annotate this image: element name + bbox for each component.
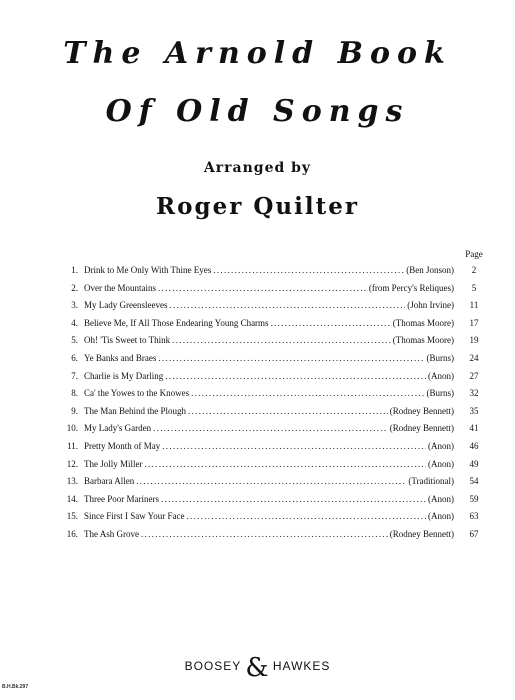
song-number: 14.	[66, 493, 78, 504]
toc-row	[0, 492, 515, 506]
song-title: Since First I Saw Your Face	[84, 511, 185, 522]
song-number: 6.	[71, 353, 78, 363]
dot-leader	[188, 404, 388, 418]
song-title: Pretty Month of May	[84, 441, 161, 451]
song-number: 12.	[66, 458, 78, 469]
song-source: (Anon)	[428, 370, 454, 381]
song-number: 1.	[71, 265, 78, 275]
dot-leader	[141, 527, 388, 541]
publisher-logo	[0, 653, 515, 683]
song-title: Ca' the Yowes to the Knowes	[84, 388, 190, 399]
toc-row	[0, 404, 515, 418]
song-number: 3.	[71, 300, 78, 311]
song-number: 4.	[71, 317, 78, 328]
song-page: 59	[469, 493, 479, 504]
toc-row	[0, 281, 515, 295]
song-source: (Thomas Moore)	[392, 335, 454, 346]
toc-row	[0, 263, 515, 277]
song-source: (Burns)	[426, 353, 454, 363]
dot-leader	[162, 439, 426, 453]
song-page: 63	[469, 511, 479, 522]
song-page: 67	[469, 529, 479, 539]
dot-leader	[136, 474, 406, 488]
dot-leader	[271, 316, 391, 330]
toc-row	[0, 298, 515, 312]
song-title: Oh! 'Tis Sweet to Think	[84, 335, 171, 346]
song-source: (Anon)	[428, 441, 454, 451]
publisher-name-right: HAWKES	[272, 659, 331, 673]
toc-row	[0, 386, 515, 400]
song-title: Barbara Allen	[84, 476, 135, 487]
dot-leader	[187, 509, 427, 523]
song-source: (Anon)	[428, 458, 454, 469]
book-title-line-1: The Arnold Book	[63, 36, 452, 71]
toc-row	[0, 333, 515, 347]
song-page: 17	[469, 317, 479, 328]
arranged-by-label: Arranged by	[203, 160, 312, 176]
song-number: 15.	[66, 511, 78, 522]
dot-leader	[153, 421, 388, 435]
song-number: 8.	[71, 388, 78, 399]
toc-row	[0, 509, 515, 523]
song-page: 41	[469, 423, 479, 434]
song-page: 5	[471, 282, 477, 293]
page-column-header: Page	[465, 249, 483, 259]
song-title: Over the Mountains	[84, 282, 156, 293]
song-source: (Anon)	[428, 511, 454, 522]
song-page: 24	[469, 353, 479, 363]
song-page: 11	[469, 300, 479, 311]
song-source: (John Irvine)	[407, 300, 454, 311]
dot-leader	[191, 386, 424, 400]
song-title: The Ash Grove	[84, 529, 139, 539]
song-page: 49	[469, 458, 479, 469]
song-source: (Traditional)	[408, 476, 454, 487]
song-title: Believe Me, If All Those Endearing Young Charms	[84, 317, 269, 328]
dot-leader	[169, 298, 405, 312]
song-title: Charlie is My Darling	[84, 370, 164, 381]
toc-row	[0, 316, 515, 330]
song-number: 5.	[71, 335, 78, 346]
song-source: (Anon)	[428, 493, 454, 504]
song-source: (Ben Jonson)	[406, 265, 454, 275]
song-source: (Burns)	[426, 388, 454, 399]
plate-code: B.H.Bk.297	[2, 684, 29, 690]
song-number: 7.	[71, 370, 78, 381]
toc-row	[0, 369, 515, 383]
song-page: 2	[471, 265, 477, 275]
song-page: 27	[469, 370, 479, 381]
composer-name: Roger Quilter	[156, 193, 359, 220]
song-source: (Rodney Bennett)	[389, 529, 454, 539]
song-page: 54	[469, 476, 479, 487]
song-number: 9.	[71, 405, 78, 416]
dot-leader	[145, 457, 427, 471]
dot-leader	[158, 351, 424, 365]
dot-leader	[161, 492, 426, 506]
song-source: (from Percy's Reliques)	[368, 282, 454, 293]
song-title: The Man Behind the Plough	[84, 405, 186, 416]
toc-row	[0, 527, 515, 541]
dot-leader	[165, 369, 426, 383]
song-page: 19	[469, 335, 479, 346]
song-page: 46	[469, 441, 479, 451]
song-number: 13.	[66, 476, 78, 487]
dot-leader	[213, 263, 404, 277]
song-source: (Thomas Moore)	[392, 317, 454, 328]
dot-leader	[158, 281, 367, 295]
song-title: My Lady's Garden	[84, 423, 152, 434]
toc-row	[0, 457, 515, 471]
song-title: Ye Banks and Braes	[84, 353, 157, 363]
toc-row	[0, 351, 515, 365]
song-page: 32	[469, 388, 479, 399]
song-title: Three Poor Mariners	[84, 493, 159, 504]
song-number: 10.	[66, 423, 78, 434]
song-source: (Rodney Bennett)	[389, 423, 454, 434]
song-source: (Rodney Bennett)	[389, 405, 454, 416]
song-number: 16.	[66, 529, 78, 539]
song-title: My Lady Greensleeves	[84, 300, 168, 311]
toc-row	[0, 474, 515, 488]
toc-row	[0, 421, 515, 435]
song-title: Drink to Me Only With Thine Eyes	[84, 265, 212, 275]
song-number: 2.	[71, 282, 78, 293]
song-title: The Jolly Miller	[84, 458, 143, 469]
song-number: 11.	[67, 441, 78, 451]
ampersand-glyph: &	[245, 653, 269, 683]
publisher-name-left: BOOSEY	[184, 659, 242, 673]
toc-row	[0, 439, 515, 453]
book-title-line-2: Of Old Songs	[105, 94, 410, 129]
dot-leader	[172, 333, 391, 347]
song-page: 35	[469, 405, 479, 416]
